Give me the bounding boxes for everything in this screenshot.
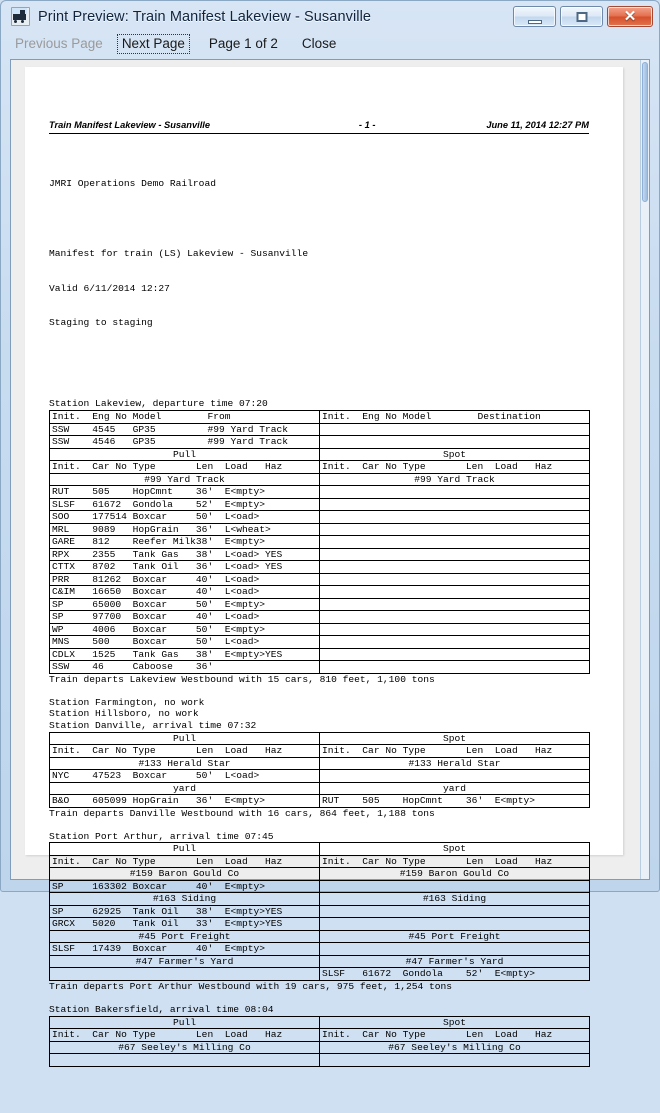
table-row — [50, 782, 590, 795]
spot-car-row — [320, 536, 590, 549]
scrollbar-thumb[interactable] — [642, 62, 648, 202]
spot-car-row — [320, 770, 590, 783]
table-row — [50, 843, 590, 856]
window-title: Print Preview: Train Manifest Lakeview - Susanville — [38, 8, 372, 25]
table-row — [50, 955, 590, 968]
pull-banner: Pull — [50, 732, 320, 745]
car-col-header-right: Init. Car No Type Len Load Haz — [320, 855, 590, 868]
table-row — [50, 1041, 590, 1054]
station-table — [49, 1016, 590, 1067]
pull-car-row: MNS 500 Boxcar 50' L<oad> — [50, 636, 320, 649]
pull-track-banner: #47 Farmer's Yard — [50, 955, 320, 968]
pull-car-row: C&IM 16650 Boxcar 40' L<oad> — [50, 586, 320, 599]
maximize-icon — [576, 12, 587, 22]
table-row — [50, 423, 590, 436]
car-col-header-left: Init. Car No Type Len Load Haz — [50, 1029, 320, 1042]
pull-car-row: WP 4006 Boxcar 50' E<mpty> — [50, 623, 320, 636]
table-row — [50, 968, 590, 981]
spot-track-banner: #47 Farmer's Yard — [320, 955, 590, 968]
pull-banner: Pull — [50, 1016, 320, 1029]
pull-track-banner: #163 Siding — [50, 893, 320, 906]
station-table — [49, 732, 590, 808]
engine-col-header-right: Init. Eng No Model Destination — [320, 411, 590, 424]
pull-car-row: SP 97700 Boxcar 40' L<oad> — [50, 611, 320, 624]
spot-car-row — [320, 918, 590, 931]
table-row — [50, 1016, 590, 1029]
pull-track-banner: yard — [50, 782, 320, 795]
table-row — [50, 1054, 590, 1067]
table-row — [50, 745, 590, 758]
spot-car-row — [320, 905, 590, 918]
pull-banner: Pull — [50, 843, 320, 856]
car-col-header-left: Init. Car No Type Len Load Haz — [50, 461, 320, 474]
spot-car-row: RUT 505 HopCmnt 36' E<mpty> — [320, 795, 590, 808]
table-row — [50, 905, 590, 918]
table-row — [50, 536, 590, 549]
maximize-button[interactable] — [560, 6, 603, 27]
spot-car-row — [320, 498, 590, 511]
spot-car-row — [320, 623, 590, 636]
pull-track-banner: #99 Yard Track — [50, 473, 320, 486]
spot-car-row — [320, 511, 590, 524]
spot-car-row: SLSF 61672 Gondola 52' E<mpty> — [320, 968, 590, 981]
station-heading: Station Bakersfield, arrival time 08:04 — [49, 1003, 274, 1015]
table-row — [50, 586, 590, 599]
spot-track-banner: #67 Seeley's Milling Co — [320, 1041, 590, 1054]
spot-car-row — [320, 561, 590, 574]
pull-car-row: MRL 9089 HopGrain 36' L<wheat> — [50, 523, 320, 536]
engine-table — [49, 410, 590, 674]
preview-toolbar — [1, 32, 659, 55]
car-col-header-left: Init. Car No Type Len Load Haz — [50, 745, 320, 758]
running-head-center: - 1 - — [358, 119, 376, 130]
close-window-button[interactable] — [607, 6, 653, 27]
spot-car-row — [320, 586, 590, 599]
table-row — [50, 486, 590, 499]
car-col-header-left: Init. Car No Type Len Load Haz — [50, 855, 320, 868]
running-head — [49, 120, 589, 135]
pull-track-banner: #45 Port Freight — [50, 930, 320, 943]
spot-car-row — [320, 573, 590, 586]
spot-banner: Spot — [320, 843, 590, 856]
table-row — [50, 611, 590, 624]
table-row — [50, 930, 590, 943]
table-row — [50, 636, 590, 649]
car-col-header-right: Init. Car No Type Len Load Haz — [320, 745, 590, 758]
pull-track-banner: #67 Seeley's Milling Co — [50, 1041, 320, 1054]
table-row — [50, 880, 590, 893]
title-bar — [1, 1, 659, 32]
spot-car-row — [320, 1054, 590, 1067]
close-preview-button[interactable]: Close — [301, 35, 337, 51]
departs-summary: Train departs Port Arthur Westbound with 19 cars, 975 feet, 1,254 tons — [49, 980, 453, 992]
pull-car-row: SLSF 17439 Boxcar 40' E<mpty> — [50, 943, 320, 956]
close-icon: ✕ — [623, 8, 637, 25]
spot-track-banner: #133 Herald Star — [320, 757, 590, 770]
table-row — [50, 893, 590, 906]
table-row — [50, 598, 590, 611]
pull-car-row: RPX 2355 Tank Gas 38' L<oad> YES — [50, 548, 320, 561]
table-row — [50, 523, 590, 536]
table-row — [50, 573, 590, 586]
station-heading: Station Danville, arrival time 07:32 — [49, 719, 257, 731]
car-col-header-right: Init. Car No Type Len Load Haz — [320, 1029, 590, 1042]
spot-car-row — [320, 661, 590, 674]
minimize-icon — [528, 20, 542, 24]
pull-car-row — [50, 968, 320, 981]
spot-car-row — [320, 880, 590, 893]
minimize-button[interactable] — [513, 6, 556, 27]
manifest-valid: Valid 6/11/2014 12:27 — [49, 282, 170, 294]
train-icon — [11, 7, 30, 26]
spot-banner: Spot — [320, 732, 590, 745]
pull-car-row: CTTX 8702 Tank Oil 36' L<oad> YES — [50, 561, 320, 574]
table-row — [50, 661, 590, 674]
table-row — [50, 561, 590, 574]
engine-row-right — [320, 436, 590, 449]
spot-track-banner: yard — [320, 782, 590, 795]
station-heading: Station Farmington, no work — [49, 696, 205, 708]
spot-track-banner: #45 Port Freight — [320, 930, 590, 943]
running-head-right: June 11, 2014 12:27 PM — [486, 119, 589, 130]
table-row — [50, 648, 590, 661]
table-row — [50, 943, 590, 956]
table-row — [50, 868, 590, 881]
manifest-title: Manifest for train (LS) Lakeview - Susanville — [49, 247, 309, 259]
table-row — [50, 1029, 590, 1042]
pull-car-row: SOO 177514 Boxcar 50' L<oad> — [50, 511, 320, 524]
table-row — [50, 855, 590, 868]
spot-car-row — [320, 943, 590, 956]
manifest-document — [49, 85, 615, 1113]
spot-track-banner: #159 Baron Gould Co — [320, 868, 590, 881]
spot-car-row — [320, 598, 590, 611]
pull-car-row: CDLX 1525 Tank Gas 38' E<mpty>YES — [50, 648, 320, 661]
spot-car-row — [320, 486, 590, 499]
engine-row-left: SSW 4546 GP35 #99 Yard Track — [50, 436, 320, 449]
departs-summary: Train departs Lakeview Westbound with 15 cars, 810 feet, 1,100 tons — [49, 673, 435, 685]
table-row — [50, 623, 590, 636]
manifest-route-type: Staging to staging — [49, 317, 153, 329]
spot-car-row — [320, 611, 590, 624]
spot-track-banner: #99 Yard Track — [320, 473, 590, 486]
pull-car-row: SSW 46 Caboose 36' — [50, 661, 320, 674]
railroad-name: JMRI Operations Demo Railroad — [49, 178, 216, 190]
vertical-scrollbar[interactable] — [640, 60, 649, 879]
pull-car-row: GRCX 5020 Tank Oil 33' E<mpty>YES — [50, 918, 320, 931]
table-row — [50, 473, 590, 486]
car-col-header-right: Init. Car No Type Len Load Haz — [320, 461, 590, 474]
pull-car-row: SP 65000 Boxcar 50' E<mpty> — [50, 598, 320, 611]
table-row — [50, 461, 590, 474]
table-row — [50, 732, 590, 745]
pull-car-row: SP 62925 Tank Oil 38' E<mpty>YES — [50, 905, 320, 918]
station-heading: Station Port Arthur, arrival time 07:45 — [49, 830, 274, 842]
table-row — [50, 795, 590, 808]
station-table — [49, 842, 590, 981]
table-row — [50, 770, 590, 783]
stations-container — [49, 398, 615, 1078]
table-row — [50, 498, 590, 511]
pull-car-row: RUT 505 HopCmnt 36' E<mpty> — [50, 486, 320, 499]
engine-row-left: SSW 4545 GP35 #99 Yard Track — [50, 423, 320, 436]
running-head-left: Train Manifest Lakeview - Susanville — [49, 119, 211, 130]
spot-car-row — [320, 523, 590, 536]
pull-track-banner: #133 Herald Star — [50, 757, 320, 770]
table-row — [50, 918, 590, 931]
departs-summary: Train departs Danville Westbound with 16 cars, 864 feet, 1,188 tons — [49, 807, 435, 819]
pull-banner: Pull — [50, 448, 320, 461]
station-heading: Station Hillsboro, no work — [49, 708, 199, 720]
pull-car-row: NYC 47523 Boxcar 50' L<oad> — [50, 770, 320, 783]
pull-car-row: SP 163302 Boxcar 40' E<mpty> — [50, 880, 320, 893]
spot-banner: Spot — [320, 1016, 590, 1029]
station-heading: Station Lakeview, departure time 07:20 — [49, 398, 268, 410]
spot-banner: Spot — [320, 448, 590, 461]
pull-car-row — [50, 1054, 320, 1067]
next-page-button[interactable]: Next Page — [117, 34, 190, 54]
table-row — [50, 511, 590, 524]
spot-car-row — [320, 648, 590, 661]
spot-track-banner: #163 Siding — [320, 893, 590, 906]
table-row — [50, 757, 590, 770]
pull-car-row: B&O 605099 HopGrain 36' E<mpty> — [50, 795, 320, 808]
table-row — [50, 548, 590, 561]
table-row — [50, 448, 590, 461]
table-row — [50, 411, 590, 424]
pull-car-row: PRR 81262 Boxcar 40' L<oad> — [50, 573, 320, 586]
previous-page-button[interactable]: Previous Page — [15, 35, 103, 51]
preview-client-area — [10, 59, 650, 1053]
preview-page — [25, 67, 623, 1053]
engine-col-header-left: Init. Eng No Model From — [50, 411, 320, 424]
spot-car-row — [320, 636, 590, 649]
engine-row-right — [320, 423, 590, 436]
pull-track-banner: #159 Baron Gould Co — [50, 868, 320, 881]
table-row — [50, 436, 590, 449]
pull-car-row: SLSF 61672 Gondola 52' E<mpty> — [50, 498, 320, 511]
spot-car-row — [320, 548, 590, 561]
pull-car-row: GARE 812 Reefer Milk38' E<mpty> — [50, 536, 320, 549]
window-controls — [513, 6, 653, 27]
page-indicator-label: Page 1 of 2 — [208, 35, 278, 51]
